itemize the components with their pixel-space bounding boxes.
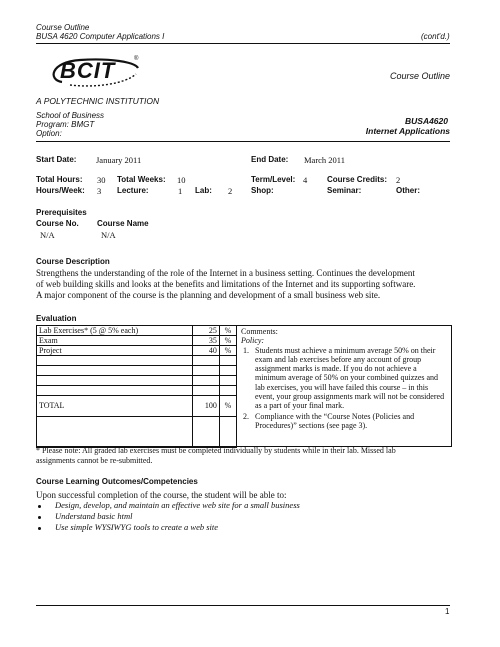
seminar-label: Seminar: [327, 186, 362, 195]
prerequisites-heading: Prerequisites [36, 208, 87, 217]
table-row [37, 346, 237, 356]
course-name-label: Course Name [97, 219, 149, 228]
eval-item: Exam [37, 336, 193, 346]
eval-value: 40 [192, 346, 219, 356]
header-rule [36, 43, 450, 44]
policy-line: Procedures)” sections (see page 3). [255, 420, 368, 430]
page-number: 1 [445, 607, 450, 616]
policy-line: lab exercises, you will have failed this course – in this [255, 382, 429, 392]
course-name: Internet Applications [365, 126, 450, 136]
table-row [37, 376, 237, 386]
program-name: Program: BMGT [36, 120, 95, 129]
evaluation-footnote [36, 446, 456, 465]
bullet-icon [38, 505, 41, 508]
eval-total-label: TOTAL [37, 396, 193, 417]
policy-line: minimum average of 50% on your combined quizzes and [255, 373, 439, 383]
evaluation-table [36, 325, 237, 448]
policy-line: as a part of your final mark. [255, 401, 345, 411]
other-label: Other: [396, 186, 420, 195]
eval-item: Project [37, 346, 193, 356]
lab-label: Lab: [195, 186, 212, 195]
outcomes-intro: Upon successful completion of the course, the student will be able to: [36, 490, 287, 500]
registered-mark-icon: ® [134, 56, 139, 62]
total-hours-value: 30 [97, 175, 106, 185]
table-row [37, 366, 237, 376]
section-rule [36, 141, 450, 142]
policy-item-1 [241, 346, 447, 411]
comments-panel [241, 327, 447, 430]
lecture-value: 1 [178, 186, 183, 196]
eval-total-value: 100 [192, 396, 219, 417]
policy-item-2 [241, 412, 447, 431]
footer-rule [36, 605, 450, 606]
table-row [37, 396, 237, 417]
eval-unit: % [219, 346, 236, 356]
policy-line: event, your group assignments mark will not be considered [255, 392, 445, 402]
description-line: Strengthens the understanding of the role of the Internet in a business setting. Continues the development [36, 268, 415, 278]
policy-label: Policy: [241, 336, 265, 346]
eval-value: 35 [192, 336, 219, 346]
course-credits-value: 2 [396, 175, 401, 185]
policy-line: exam and lab exercises before any account of group [255, 354, 422, 364]
start-date-label: Start Date: [36, 155, 77, 164]
description-text [36, 268, 454, 301]
table-row [37, 417, 237, 448]
outcome-item: Use simple WYSIWYG tools to create a web site [55, 522, 219, 532]
outcomes-heading: Course Learning Outcomes/Competencies [36, 477, 198, 486]
eval-unit: % [219, 326, 236, 336]
header-contd: (cont'd.) [421, 32, 450, 41]
end-date-value: March 2011 [304, 155, 345, 165]
eval-item: Lab Exercises* (5 @ 5% each) [37, 326, 193, 336]
total-weeks-label: Total Weeks: [117, 175, 166, 184]
table-row [37, 336, 237, 346]
course-name-value: N/A [101, 230, 116, 240]
bullet-icon [38, 516, 41, 519]
bcit-logo [40, 52, 150, 92]
lecture-label: Lecture: [117, 186, 149, 195]
lab-value: 2 [228, 186, 233, 196]
evaluation-heading: Evaluation [36, 314, 77, 323]
description-line: of web building skills and looks at the benefits and limitations of the Internet and its supporting software. [36, 279, 416, 289]
comments-label: Comments: [241, 327, 278, 336]
hours-week-value: 3 [97, 186, 102, 196]
description-line: A major component of the course is the planning and development of a small business web site. [36, 290, 381, 300]
table-row [37, 386, 237, 396]
bullet-icon [38, 527, 41, 530]
course-code: BUSA4620 [405, 116, 448, 126]
policy-number: 1. [243, 345, 249, 355]
evaluation-box [36, 325, 452, 447]
total-weeks-value: 10 [177, 175, 186, 185]
eval-total-unit: % [219, 396, 236, 417]
course-no-label: Course No. [36, 219, 79, 228]
outline-title: Course Outline [390, 71, 451, 81]
policy-line: Compliance with the “Course Notes (Policies and [255, 411, 415, 421]
course-no-value: N/A [40, 230, 55, 240]
outcome-item: Understand basic html [55, 511, 133, 521]
option-label: Option: [36, 129, 62, 138]
outcome-item: Design, develop, and maintain an effective web site for a small business [55, 500, 300, 510]
header-course-outline: Course Outline [36, 23, 90, 32]
total-hours-label: Total Hours: [36, 175, 83, 184]
institution-tagline: A POLYTECHNIC INSTITUTION [36, 96, 160, 106]
start-date-value: January 2011 [96, 155, 142, 165]
policy-line: assignment marks is made. If you do not achieve a [255, 364, 417, 374]
eval-value: 25 [192, 326, 219, 336]
course-credits-label: Course Credits: [327, 175, 388, 184]
term-level-value: 4 [303, 175, 308, 185]
table-row [37, 326, 237, 336]
logo-text: BCIT [60, 58, 116, 83]
policy-number: 2. [243, 411, 249, 421]
school-name: School of Business [36, 111, 105, 120]
term-level-label: Term/Level: [251, 175, 296, 184]
footnote-line: * Please note: All graded lab exercises must be completed individually by students while in their lab. Missed lab [36, 446, 396, 455]
eval-unit: % [219, 336, 236, 346]
header-course-title: BUSA 4620 Computer Applications I [36, 32, 165, 41]
hours-week-label: Hours/Week: [36, 186, 85, 195]
end-date-label: End Date: [251, 155, 289, 164]
footnote-line: assignments cannot be re-submitted. [36, 455, 153, 465]
shop-label: Shop: [251, 186, 274, 195]
description-heading: Course Description [36, 257, 110, 266]
table-row [37, 356, 237, 366]
policy-line: Students must achieve a minimum average 50% on their [255, 345, 436, 355]
